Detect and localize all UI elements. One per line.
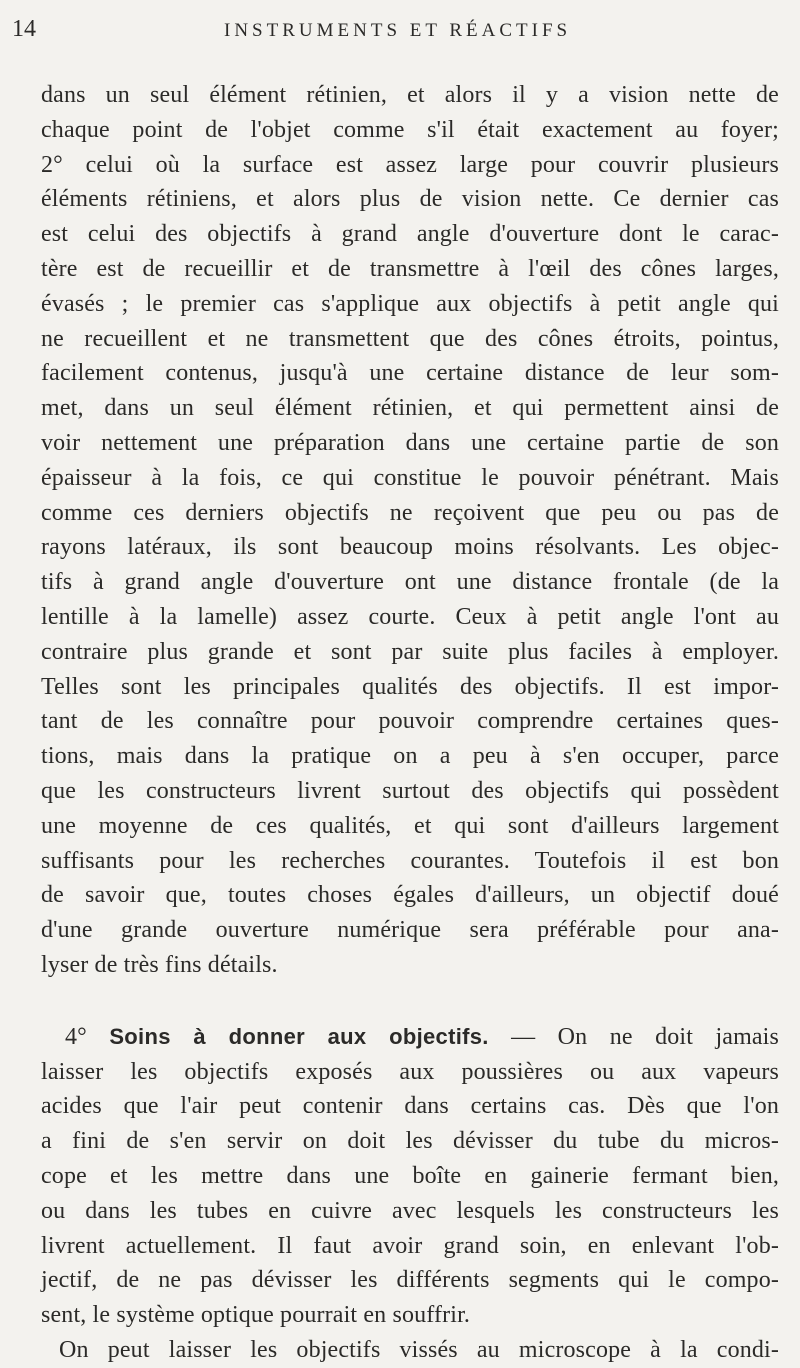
text-line: rayons latéraux, ils sont beaucoup moins résolvants. Les objec- <box>41 534 779 561</box>
text-line: acides que l'air peut contenir dans certains cas. Dès que l'on <box>41 1093 779 1120</box>
text-line: a fini de s'en servir on doit les dévisser du tube du micros- <box>41 1128 779 1155</box>
text-line: voir nettement une préparation dans une certaine partie de son <box>41 429 779 456</box>
text-line: 2° celui où la surface est assez large pour couvrir plusieurs <box>41 151 779 178</box>
text-line: une moyenne de ces qualités, et qui sont d'ailleurs largement <box>41 812 779 839</box>
text-line: met, dans un seul élément rétinien, et qui permettent ainsi de <box>41 395 779 422</box>
text-line: chaque point de l'objet comme s'il était exactement au foyer; <box>41 116 779 143</box>
text-line: tions, mais dans la pratique on a peu à s'en occuper, parce <box>41 743 779 770</box>
page-number: 14 <box>12 16 36 42</box>
text-line: que les constructeurs livrent surtout des objectifs qui possèdent <box>41 777 779 804</box>
text-line: évasés ; le premier cas s'applique aux objectifs à petit angle qui <box>41 290 779 317</box>
section-number: 4° <box>65 1023 87 1050</box>
text-line: contraire plus grande et sont par suite plus faciles à employer. <box>41 638 779 665</box>
page-body <box>41 78 779 1368</box>
paragraph-continued <box>41 78 779 983</box>
text-line: lyser de très fins détails. <box>41 951 278 978</box>
section-first-line <box>41 1020 779 1055</box>
text-line: jectif, de ne pas dévisser les différents segments qui le compo- <box>41 1267 779 1294</box>
text-line: cope et les mettre dans une boîte en gainerie fermant bien, <box>41 1162 779 1189</box>
page-header <box>12 16 788 46</box>
paragraph-gap <box>41 983 779 1020</box>
text-line: lentille à la lamelle) assez courte. Ceux à petit angle l'ont au <box>41 603 779 630</box>
text-line: éléments rétiniens, et alors plus de vision nette. Ce dernier cas <box>41 186 779 213</box>
next-paragraph-line: On peut laisser les objectifs vissés au microscope à la condi- <box>59 1336 779 1363</box>
text-line: ou dans les tubes en cuivre avec lesquels les constructeurs les <box>41 1197 779 1224</box>
text-line: épaisseur à la fois, ce qui constitue le pouvoir pénétrant. Mais <box>41 464 779 491</box>
text-line: sent, le système optique pourrait en souffrir. <box>41 1302 471 1329</box>
text-line: livrent actuellement. Il faut avoir grand soin, en enlevant l'ob- <box>41 1232 779 1259</box>
section-soins-objectifs <box>41 1020 779 1368</box>
text-line: comme ces derniers objectifs ne reçoivent que peu ou pas de <box>41 499 779 526</box>
running-title: INSTRUMENTS ET RÉACTIFS <box>224 20 572 41</box>
text-line: dans un seul élément rétinien, et alors il y a vision nette de <box>41 82 779 108</box>
text-line: suffisants pour les recherches courantes. Toutefois il est bon <box>41 847 779 874</box>
text-line: est celui des objectifs à grand angle d'ouverture dont le carac- <box>41 221 779 248</box>
section-lines <box>41 1055 779 1333</box>
text-line: de savoir que, toutes choses égales d'ailleurs, un objectif doué <box>41 882 779 909</box>
text-line: laisser les objectifs exposés aux poussières ou aux vapeurs <box>41 1058 779 1085</box>
text-line: d'une grande ouverture numérique sera préférable pour ana- <box>41 917 779 944</box>
text-line: tant de les connaître pour pouvoir comprendre certaines ques- <box>41 708 779 735</box>
section-title: Soins à donner aux objectifs. <box>109 1023 489 1049</box>
text-line: ne recueillent et ne transmettent que des cônes étroits, pointus, <box>41 325 779 352</box>
text-line: Telles sont les principales qualités des objectifs. Il est impor- <box>41 673 779 700</box>
text-line: tifs à grand angle d'ouverture ont une distance frontale (de la <box>41 569 779 596</box>
section-first-line-text: — On ne doit jamais <box>488 1023 779 1050</box>
text-line: tère est de recueillir et de transmettre à l'œil des cônes larges, <box>41 255 779 282</box>
text-line: facilement contenus, jusqu'à une certaine distance de leur som- <box>41 360 779 387</box>
